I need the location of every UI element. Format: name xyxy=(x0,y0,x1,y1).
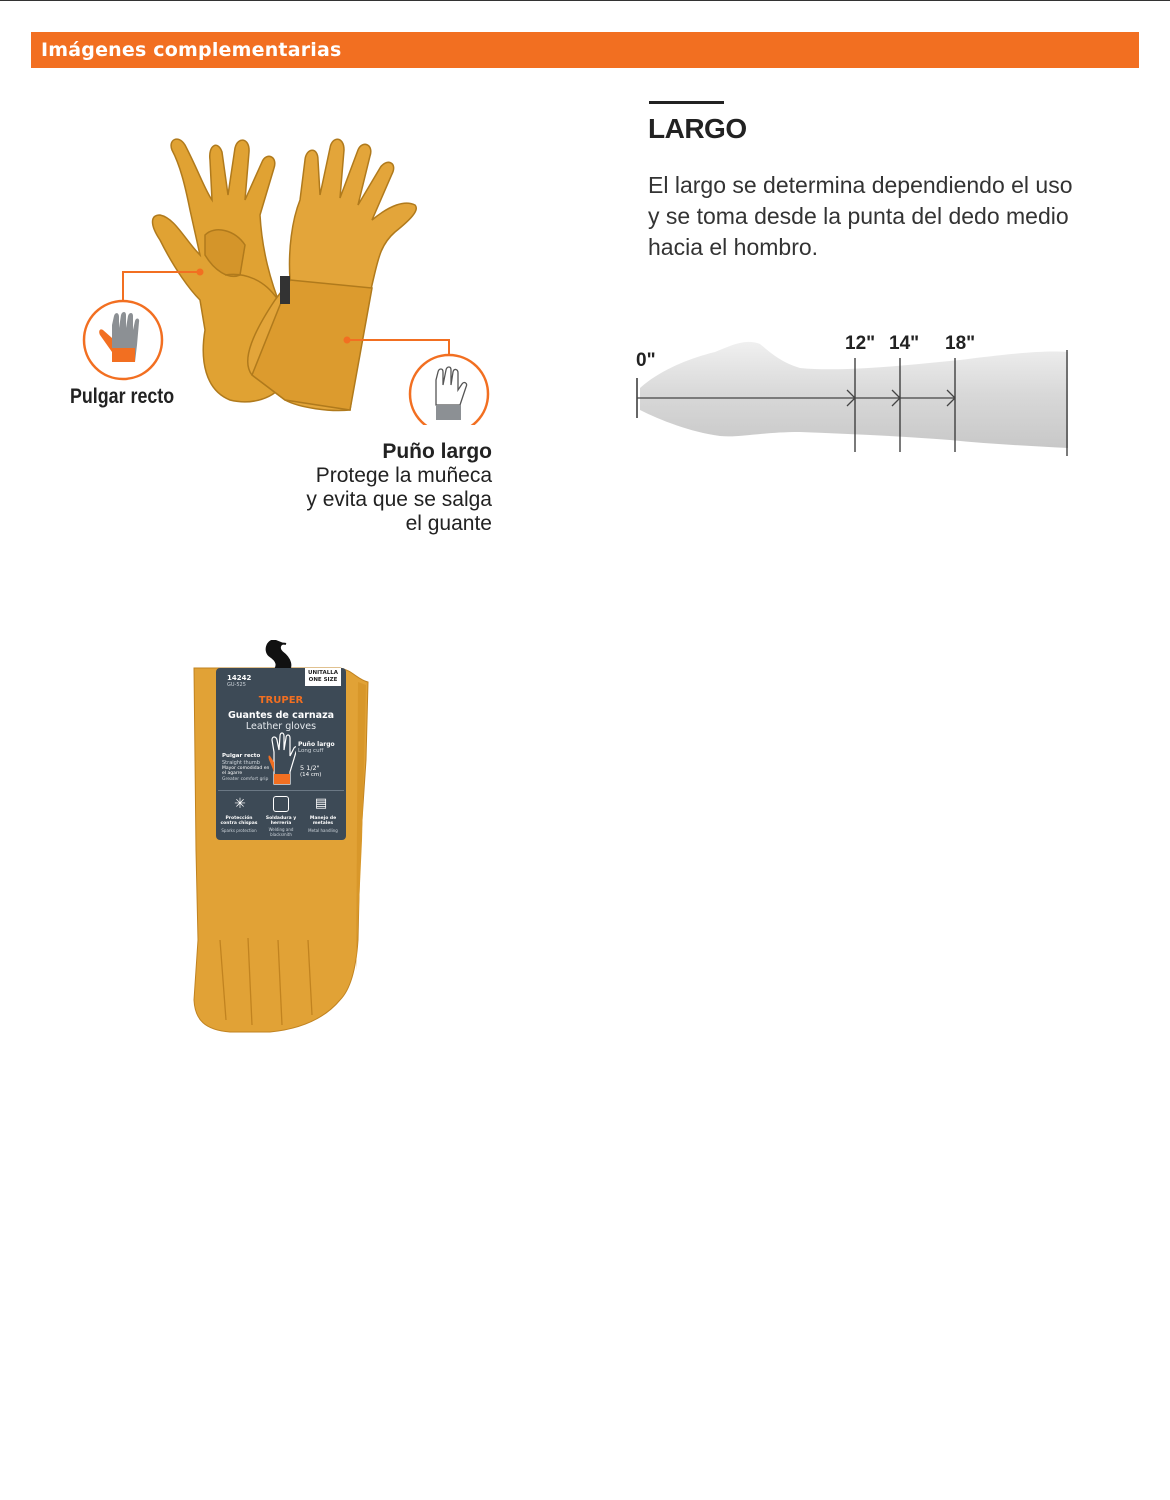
section-title: Imágenes complementarias xyxy=(41,39,342,61)
feature-metal-es: Manejo de metales xyxy=(309,816,337,826)
package-thumb-note: Mayor comodidad en el agarre xyxy=(222,766,270,776)
cuff-feature-line-3: el guante xyxy=(405,512,492,535)
cuff-feature-line-2: y evita que se salga xyxy=(306,488,492,511)
tick-label-18: 18" xyxy=(945,333,976,354)
section-banner xyxy=(31,32,1139,68)
package-subcode: GU-525 xyxy=(227,682,246,688)
size-badge-es: UNITALLA xyxy=(308,670,338,676)
package-cuff-es: Puño largo xyxy=(298,741,335,748)
largo-line-3: hacia el hombro. xyxy=(648,234,819,260)
package-brand: TRUPER xyxy=(258,695,304,706)
thumb-icon xyxy=(84,301,162,379)
arm-silhouette xyxy=(640,342,1068,448)
tick-label-14: 14" xyxy=(889,333,920,354)
feature-welding-en: Welding and blacksmith xyxy=(268,827,294,837)
package-name-es: Guantes de carnaza xyxy=(227,710,335,721)
thumb-feature-title: Pulgar recto xyxy=(70,385,175,408)
size-badge-en: ONE SIZE xyxy=(308,676,338,683)
package-code: 14242 xyxy=(227,674,252,682)
package-thumb-en: Straight thumb xyxy=(222,760,260,766)
sparks-icon: ✳ xyxy=(234,796,246,812)
feature-welding-es: Soldadura y herrería xyxy=(265,816,297,826)
package-thumb-note-en: Greater comfort grip xyxy=(222,777,269,782)
cuff-icon xyxy=(410,355,488,425)
largo-line-2: y se toma desde la punta del dedo medio xyxy=(648,203,1069,229)
metal-sheets-icon: ▤ xyxy=(314,796,328,811)
gloves-pair-image xyxy=(60,125,520,425)
top-rule xyxy=(0,0,1170,1)
largo-accent-bar xyxy=(649,101,724,104)
package-divider xyxy=(218,790,344,791)
package-cuff-en: Long cuff xyxy=(298,748,324,754)
feature-sparks-en: Sparks protection xyxy=(221,828,257,833)
tick-label-12: 12" xyxy=(845,333,876,354)
cuff-feature-line-1: Protege la muñeca xyxy=(315,464,492,487)
package-glove-icon xyxy=(268,732,296,786)
feature-sparks-es: Protección contra chispas xyxy=(220,816,258,826)
glove-tag xyxy=(280,276,290,304)
cuff-feature-title: Puño largo xyxy=(382,440,492,463)
cuff-feature xyxy=(300,440,492,536)
largo-description xyxy=(648,170,1078,263)
package-name-en: Leather gloves xyxy=(245,721,317,732)
tick-label-0: 0" xyxy=(636,350,656,371)
package-thumb-es: Pulgar recto xyxy=(222,753,261,759)
package-cuff-size: 5 1/2" xyxy=(300,764,320,772)
welding-mask-icon xyxy=(273,796,289,812)
largo-title: LARGO xyxy=(648,113,747,144)
largo-line-1: El largo se determina dependiendo el uso xyxy=(648,172,1073,198)
package-image xyxy=(190,640,370,1035)
right-glove xyxy=(248,139,417,410)
package-cuff-size-cm: (14 cm) xyxy=(300,772,322,778)
feature-metal-en: Metal handling xyxy=(308,828,338,833)
size-badge xyxy=(305,668,341,686)
